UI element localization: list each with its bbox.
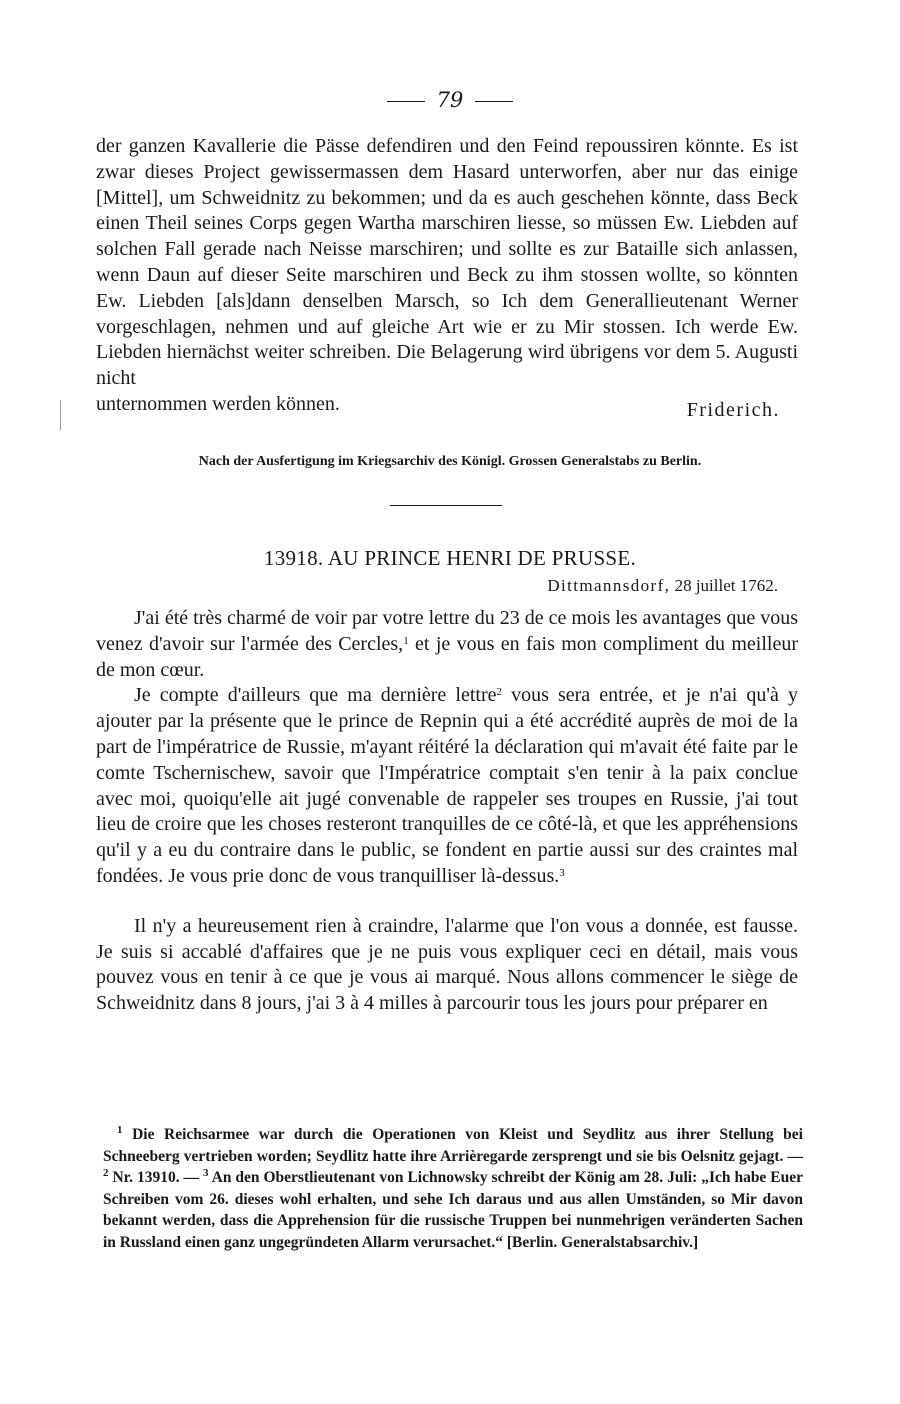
letter-paragraph-1 — [96, 606, 798, 683]
footnote-block — [103, 1124, 803, 1254]
letter-paragraph-3: Il n'y a heureusement rien à craindre, l'alarme que l'on vous a donnée, est fausse. Je suis si accablé d'affaires que je ne puis vous expliquer ceci en détail, mais vous pouvez vous en tenir à ce que je vous ai marqué. Nous allons commencer le siège de Schweidnitz dans 8 jours, j'ai 3 à 4 milles à parcourir tous les jours pour préparer en — [96, 914, 798, 1015]
letter-body — [96, 606, 798, 1017]
margin-mark — [60, 400, 61, 430]
footnote-marker-1: 1 — [117, 1124, 123, 1136]
footnote-marker-2: 2 — [103, 1167, 109, 1180]
letter-date: 28 juillet 1762. — [674, 576, 778, 595]
closing-line: unternommen werden können. — [96, 392, 340, 415]
header-rule-left — [387, 101, 425, 102]
footnote-2: Nr. 13910. — — [108, 1169, 204, 1187]
source-note: Nach der Ausfertigung im Kriegsarchiv des Königl. Grossen Generalstabs zu Berlin. — [198, 454, 702, 469]
signature: Friderich. — [686, 398, 780, 421]
footnote-3: An den Oberstlieutenant von Lichnowsky schreibt der König am 28. Juli: „Ich habe Euer Schreiben vom 26. dieses wohl erhalten, und sehe Ich daraus und aus allen Umständen, so Mir davon bekannt werden, dass die Apprehension für die russische Truppen bei nunmehrigen veränderten Sachen in Russland einen ganz ungegründeten Allarm verursachet.“ [Berlin. Generalstabsarchiv.] — [103, 1169, 803, 1251]
header-rule-right — [475, 101, 513, 102]
letter-continuation — [96, 134, 798, 421]
paragraph-1-text: J'ai été très charmé de voir par votre lettre du 23 de ce mois les avantages que vous venez d'avoir sur l'armée des Cercles, — [96, 607, 798, 655]
letter-place: Dittmannsdorf, — [547, 576, 671, 595]
footnote-ref-3: 3 — [559, 866, 565, 879]
letter-continuation-paragraph: der ganzen Kavallerie die Pässe defendiren und den Feind repoussiren könnte. Es ist zwar dieses Project gewissermassen dem Hasard unterworfen, aber nur das einige [Mittel], um Schweidnitz zu bekommen; und da es auch geschehen könnte, dass Beck einen Theil seines Corps gegen Wartha marschiren liesse, so müssen Ew. Liebden auf solchen Fall gerade nach Neisse marschiren; und sollte es zur Bataille sich anlassen, wenn Daun auf dieser Seite marschiren und Beck zu ihm stossen wollte, so könnten Ew. Liebden [als]dann denselben Marsch, so Ich dem Generallieutenant Werner vorgeschlagen, nehmen und auf gleiche Art wie er zu Mir stossen. Ich werde Ew. Liebden hiernächst weiter schreiben. Die Belagerung wird übrigens vor dem 5. Augusti nicht — [96, 135, 798, 390]
footnotes — [103, 1124, 803, 1254]
section-divider — [390, 505, 502, 506]
page-header — [0, 88, 900, 112]
paragraph-1-tail: et je vous en fais mon compliment du meilleur de mon cœur. — [96, 632, 799, 681]
paragraph-2-text-a: Je compte d'ailleurs que ma dernière lettre — [134, 684, 497, 707]
letter-paragraph-2 — [96, 683, 798, 889]
letter-heading: 13918. AU PRINCE HENRI DE PRUSSE. — [263, 546, 637, 570]
footnote-marker-3: 3 — [203, 1167, 209, 1180]
page-number: 79 — [436, 88, 464, 112]
footnote-ref-1: 1 — [403, 634, 409, 647]
footnote-ref-2: 2 — [496, 686, 502, 699]
footnote-1: Die Reichsarmee war durch die Operationen von Kleist und Seydlitz aus ihrer Stellung bei Schneeberg vertrieben worden; Seydlitz hatte ihre Arrièregarde zersprengt und sie bis Oelsnitz gejagt. — — [103, 1126, 803, 1165]
letter-dateline — [547, 576, 778, 596]
paragraph-2-text-b: vous sera entrée, et je n'ai qu'à y ajouter par la présente que le prince de Repnin qui a été accrédité auprès de moi de la part de l'impératrice de Russie, m'ayant réitéré la déclaration qui m'avait été faite par le comte Tschernischew, savoir que l'Impératrice comptait s'en tenir à la paix conclue avec moi, quoiqu'elle ait jugé convenable de rappeler ses troupes en Russie, j'ai tout lieu de croire que les choses resteront tranquilles de ce côté-là, et que les appréhensions qu'il y a eu du contraire dans le public, se fondent en partie aussi sur des craintes mal fondées. Je vous prie donc de vous tranquilliser là-dessus. — [96, 684, 798, 887]
closing-row — [96, 392, 798, 421]
